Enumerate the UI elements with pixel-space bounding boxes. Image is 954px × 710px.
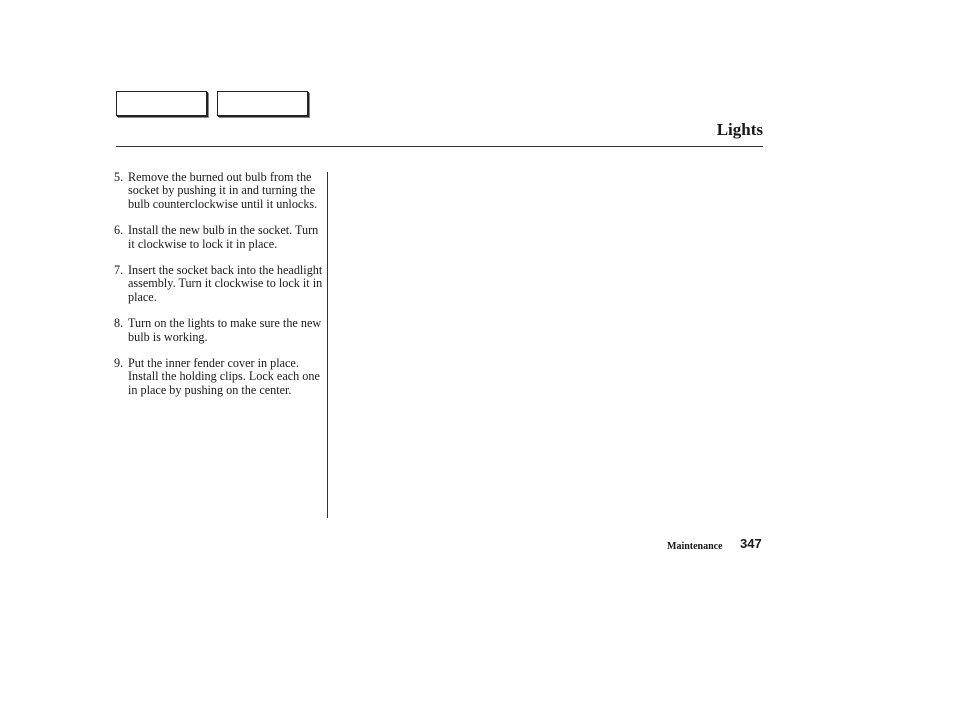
nav-button-previous[interactable] [116, 91, 207, 116]
step-text: Remove the burned out bulb from the socket by pushing it in and turning the bulb counterclockwise until it unlocks. [128, 170, 318, 211]
step-text: Install the new bulb in the socket. Turn it clockwise to lock it in place. [128, 223, 319, 251]
section-title: Lights [716, 120, 763, 139]
list-item [114, 357, 324, 397]
instruction-list [114, 171, 324, 410]
step-text: Insert the socket back into the headlight assembly. Turn it clockwise to lock it in place. [128, 263, 323, 304]
step-number: 5. [114, 170, 124, 184]
step-text: Turn on the lights to make sure the new bulb is working. [128, 316, 322, 344]
step-number: 7. [114, 263, 124, 278]
step-number: 8. [114, 316, 124, 331]
list-item [114, 317, 324, 344]
step-number: 6. [114, 223, 124, 238]
list-item [114, 224, 324, 251]
list-item [114, 264, 324, 304]
nav-button-next[interactable] [217, 91, 308, 116]
page-number: 347 [740, 536, 762, 551]
header-divider [116, 146, 763, 147]
column-divider [327, 172, 328, 518]
footer-section-label: Maintenance [667, 541, 723, 552]
step-text: Put the inner fender cover in place. Install the holding clips. Lock each one in place by pushing on the center. [128, 356, 320, 397]
step-number: 9. [114, 356, 124, 371]
list-item [114, 171, 324, 211]
